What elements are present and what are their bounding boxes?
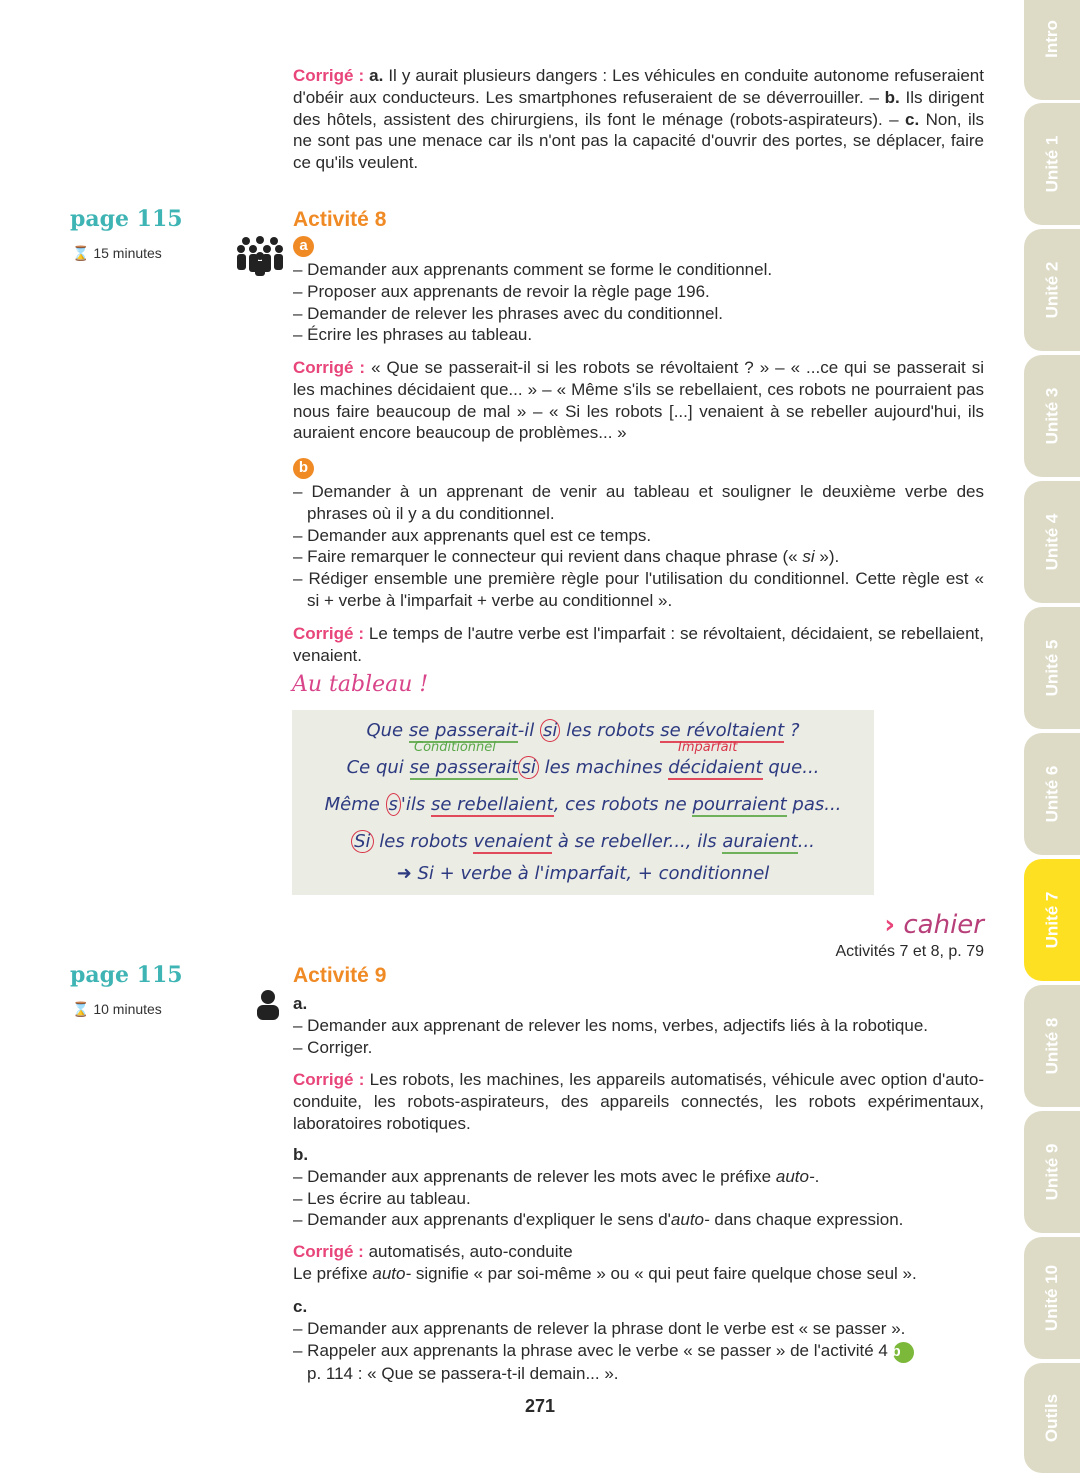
list-a xyxy=(293,259,984,346)
list-item: – Demander de relever les phrases avec du conditionnel. xyxy=(293,303,723,323)
text: Le préfixe xyxy=(293,1263,373,1283)
text: si xyxy=(540,719,560,742)
text: Ce qui xyxy=(346,757,410,778)
board-line xyxy=(292,831,874,852)
cahier-label: cahier xyxy=(903,910,984,940)
text: Il y aurait plusieurs dangers : Les véhicules en conduite autonome refuseraient d'obéir aux conducteurs. Les smartphones refuseraient de se déverrouiller. – xyxy=(293,66,984,107)
section-label: b. xyxy=(293,1145,309,1164)
text: – Demander aux apprenants de relever les mots avec le préfixe xyxy=(293,1166,776,1186)
tab-unite-10[interactable] xyxy=(1024,1237,1080,1359)
activity-title: Activité 8 xyxy=(293,208,387,231)
text: Unité 3 xyxy=(1042,387,1061,445)
text: signifie « par soi-même » ou « qui peut faire quelque chose seul ». xyxy=(411,1263,917,1283)
text: automatisés, auto-conduite xyxy=(363,1242,573,1261)
list-item: – Proposer aux apprenants de revoir la règle page 196. xyxy=(293,281,710,301)
text: les robots xyxy=(560,720,661,741)
corrige-label: Corrigé : xyxy=(293,624,365,643)
text: se révoltaient xyxy=(660,720,785,741)
list-item: – Demander aux apprenants comment se forme le conditionnel. xyxy=(293,260,773,279)
tab-unite-5[interactable] xyxy=(1024,607,1080,729)
text: Unité 5 xyxy=(1042,639,1061,697)
text: Unité 4 xyxy=(1042,513,1061,571)
text: à se rebeller..., ils xyxy=(552,831,723,852)
text: – Demander aux apprenants d'expliquer le sens d' xyxy=(293,1210,671,1230)
corrige-block xyxy=(293,1069,984,1134)
tab-unite-6[interactable] xyxy=(1024,733,1080,855)
person-icon xyxy=(256,990,280,1025)
board-rule: ➜ Si + verbe à l'imparfait, + conditionnel xyxy=(396,863,770,884)
list-item: – Demander à un apprenant de venir au tableau et souligner le deuxième verbe des phrases où il y a du conditionnel. xyxy=(293,482,984,523)
section-label: a. xyxy=(293,994,308,1013)
chevron-right-icon: › xyxy=(884,910,896,940)
list-b xyxy=(293,481,984,612)
text: si xyxy=(518,756,538,779)
tab-unite-3[interactable] xyxy=(1024,355,1080,477)
board-line xyxy=(292,720,874,741)
text: décidaient xyxy=(668,757,763,778)
text: Unité 9 xyxy=(1042,1143,1061,1201)
text: Non, ils ne sont pas une menace car ils n'ont pas la capacité d'ouvrir des portes, se déplacer, faire ce qu'ils veulent. xyxy=(293,109,984,173)
board xyxy=(292,710,874,895)
text: Intro xyxy=(1042,20,1061,58)
text: s xyxy=(386,793,401,816)
au-tableau-heading: Au tableau ! xyxy=(292,672,429,697)
note-imparfait: Imparfait xyxy=(678,740,738,755)
duration-text: 10 minutes xyxy=(93,1001,162,1017)
text: auto- xyxy=(670,1210,710,1230)
text: Outils xyxy=(1041,1393,1061,1443)
text: les robots xyxy=(373,831,474,852)
text: , ces robots ne xyxy=(553,794,693,815)
list-item: – Demander aux apprenant de relever les noms, verbes, adjectifs liés à la robotique. xyxy=(293,1015,929,1035)
list-item: – Écrire les phrases au tableau. xyxy=(293,325,533,345)
tab-outils[interactable] xyxy=(1024,1363,1080,1473)
list-item xyxy=(293,1209,984,1231)
tab-unite-7[interactable] xyxy=(1024,859,1080,981)
corrige-block xyxy=(293,1241,984,1285)
text: auraient xyxy=(722,831,798,852)
text: Unité 10 xyxy=(1042,1264,1062,1332)
text: Unité 1 xyxy=(1042,135,1061,193)
corrige-label: Corrigé : xyxy=(293,1242,364,1261)
text: ... xyxy=(797,831,815,852)
tab-unite-1[interactable] xyxy=(1024,103,1080,225)
duration xyxy=(72,245,162,262)
tab-unite-8[interactable] xyxy=(1024,985,1080,1107)
section-c xyxy=(293,1296,984,1384)
activity-title: Activité 9 xyxy=(293,964,387,987)
list-item: – Corriger. xyxy=(293,1037,373,1057)
section-label: c. xyxy=(293,1297,308,1316)
item-c: c. xyxy=(905,109,920,129)
text: dans chaque expression. xyxy=(709,1210,904,1230)
group-icon xyxy=(236,236,284,281)
corrige-block xyxy=(293,623,984,667)
text: -il xyxy=(517,720,540,741)
corrige-label: Corrigé : xyxy=(293,358,366,377)
page-number: 271 xyxy=(524,1396,556,1416)
board-line xyxy=(292,757,874,778)
text: Même xyxy=(324,794,386,815)
list-item: – Les écrire au tableau. xyxy=(293,1188,471,1208)
page-ref: page 115 xyxy=(70,206,183,232)
text: – Faire remarquer le connecteur qui revient dans chaque phrase (« xyxy=(293,547,803,567)
text: se passerait xyxy=(409,757,519,778)
hourglass-icon: ⌛ xyxy=(72,245,90,261)
text: « Que se passerait-il si les robots se révoltaient ? » – « ...ce qui se passerait si les machines décidaient que... » – « Même s'ils se rebellaient, ces robots ne pourraient pas nous faire beaucoup de mal » – « Si les robots [...] venaient à se rebeller aujourd'hui, ils auraient encore beaucoup de problèmes... » xyxy=(293,358,984,443)
badge-b: b xyxy=(893,1342,914,1363)
text: Unité 7 xyxy=(1042,891,1061,949)
text: Les robots, les machines, les appareils automatisés, véhicule avec option d'auto-conduite, les robots-aspirateurs, des appareils connectés, les robots expérimentaux, laboratoires robotiques. xyxy=(293,1070,984,1133)
tab-unite-9[interactable] xyxy=(1024,1111,1080,1233)
list-item: – Demander aux apprenants de relever la phrase dont le verbe est « se passer ». xyxy=(293,1318,906,1338)
list-item xyxy=(293,546,984,568)
board-line xyxy=(292,794,874,815)
text: Unité 6 xyxy=(1042,765,1061,823)
text: Unité 8 xyxy=(1042,1017,1061,1075)
text: auto- xyxy=(372,1263,412,1283)
text: 'ils xyxy=(400,794,431,815)
list-item: – Demander aux apprenants quel est ce temps. xyxy=(293,525,652,545)
text: »). xyxy=(814,547,840,567)
text: se passerait xyxy=(408,720,518,741)
text: pas... xyxy=(786,794,842,815)
text: si xyxy=(802,547,815,567)
corrige-block xyxy=(293,357,984,444)
cahier-ref: Activités 7 et 8, p. 79 xyxy=(835,943,984,960)
text: Ils dirigent des hôtels, assistent des chirurgiens, ils font le ménage (robots-aspirateurs). – xyxy=(293,87,985,129)
text: Le temps de l'autre verbe est l'imparfait : se révoltaient, décidaient, se rebellaient, venaient. xyxy=(293,624,984,665)
text: auto- xyxy=(775,1166,815,1186)
list-item xyxy=(293,1166,984,1188)
note-conditionnel: Conditionnel xyxy=(414,740,496,755)
text: ? xyxy=(784,720,800,741)
list-item xyxy=(293,1340,984,1363)
text: . xyxy=(814,1166,820,1186)
section-b xyxy=(293,1144,984,1231)
text: venaient xyxy=(473,831,553,852)
item-a: a. xyxy=(369,66,384,85)
tab-intro[interactable] xyxy=(1024,0,1080,100)
hourglass-icon: ⌛ xyxy=(72,1001,90,1017)
text: que... xyxy=(762,757,820,778)
list-item: p. 114 : « Que se passera-t-il demain... ». xyxy=(307,1363,619,1383)
text: – Rappeler aux apprenants la phrase avec le verbe « se passer » de l'activité 4 xyxy=(293,1340,893,1360)
list-item: – Rédiger ensemble une première règle pour l'utilisation du conditionnel. Cette règle est « si + verbe à l'imparfait + verbe au conditionnel ». xyxy=(293,569,984,610)
tab-unite-4[interactable] xyxy=(1024,481,1080,603)
text: pourraient xyxy=(692,794,787,815)
text: se rebellaient xyxy=(430,794,554,815)
section-a xyxy=(293,993,984,1058)
text: les machines xyxy=(538,757,669,778)
tab-unite-2[interactable] xyxy=(1024,229,1080,351)
text: Si xyxy=(351,830,373,853)
item-b: b. xyxy=(884,87,900,107)
text: Unité 2 xyxy=(1042,261,1061,319)
badge-b: b xyxy=(293,458,314,479)
cahier-link[interactable] xyxy=(884,910,984,940)
duration-text: 15 minutes xyxy=(93,245,162,261)
duration xyxy=(72,1001,162,1018)
page-ref: page 115 xyxy=(70,962,183,988)
corrige-block xyxy=(293,65,984,174)
corrige-label: Corrigé : xyxy=(293,66,365,85)
text: Que xyxy=(366,720,409,741)
corrige-label: Corrigé : xyxy=(293,1070,365,1089)
badge-a: a xyxy=(293,236,314,257)
